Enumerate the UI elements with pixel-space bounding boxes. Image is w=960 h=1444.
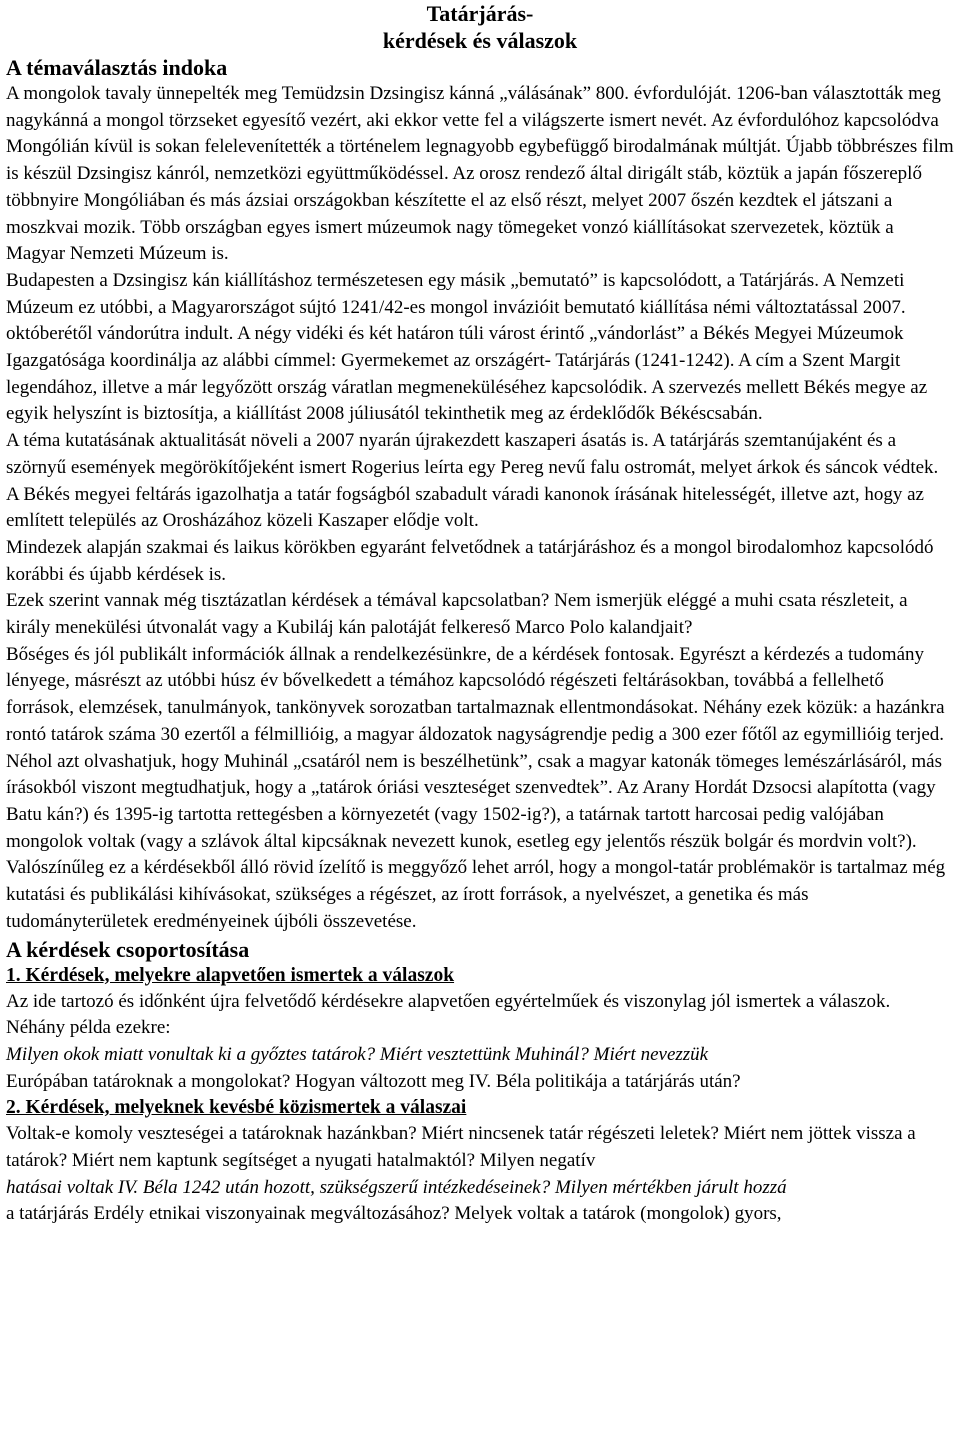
paragraph-6: Bőséges és jól publikált információk állnak a rendelkezésünkre, de a kérdések fontosak. Egyrészt a kérdezés a tudomány lényege, másrészt az utóbbi húsz év bővelkedett a témához kapcsolódó régészeti feltárásokban, továbbá a fellelhető források, elemzések, tanulmányok, tankönyvek sorozatban tartalmaznak ellentmondásokat. Néhány ezek közük: a hazánkra rontó tatárok száma 30 ezertől a félmillióig, a magyar áldozatok nagyságrendje pedig a 300 ezer főtől az egymillióig terjed. Néhol azt olvashatjuk, hogy Muhinál „csatáról nem is beszélhetünk”, csak a magyar katonák tömeges lemészárlásáról, más írásokból viszont megtudhatjuk, hogy a „tatárok óriási veszteséget szenvedtek”. Az Arany Hordát Dzsocsi alapította (vagy Batu kán?) és 1395-ig tartotta rettegésben a környezetét (vagy 1502-ig?), a tatárnak tartott harcosai pedig valójában mongolok voltak (vagy a szlávok által kipcsáknak nevezett kunok, esetleg egy jelentős részük bolgár és mordvin volt?). <box>6 643 945 852</box>
group-1-intro: Az ide tartozó és időnként újra felvetődő kérdésekre alapvetően egyértelműek és viszonylag jól ismertek a válaszok. Néhány példa ezekre: <box>6 990 891 1039</box>
paragraph-4: Mindezek alapján szakmai és laikus körökben egyaránt felvetődnek a tatárjáráshoz és a mongol birodalomhoz kapcsolódó korábbi és újabb kérdések is. <box>6 536 934 585</box>
paragraph-7: Valószínűleg ez a kérdésekből álló rövid ízelítő is meggyőző lehet arról, hogy a mongol-tatár problémakör is tartalmaz még kutatási és publikálási kihívásokat, szükséges a régészet, az írott források, a nyelvészet, a genetika és más tudományterületek eredményeinek újbóli összevetése. <box>6 857 946 932</box>
paragraph-1: A mongolok tavaly ünnepelték meg Temüdzsin Dzsingisz kánná „válásának” 800. évfordulóját. 1206-ban választották meg nagykánná a mongol törzseket egyesítő vezért, aki ekkor vette fel a világszerte ismert nevét. Az évfordulóhoz kapcsolódva Mongólián kívül is sokan felelevenítették a történelem legnagyobb egybefüggő birodalmának múltját. Újabb többrészes film is készül Dzsingisz kánról, nemzetközi együttműködéssel. Az orosz rendező által dirigált stáb, köztük a japán főszereplő többnyire Mongóliában és más ázsiai országokban készítette el az első részt, melyet 2007 őszén kezdtek el játszani a moszkvai mozik. Több országban egyes ismert múzeumok nagy tömegeket vonzó kiállításokat szervezetek, köztük a Magyar Nemzeti Múzeum is. <box>6 83 954 265</box>
document-title <box>6 0 954 54</box>
section-heading-grouping: A kérdések csoportosítása <box>6 936 250 962</box>
section-heading-topic-reason: A témaválasztás indoka <box>6 55 228 80</box>
document-page <box>6 0 954 1228</box>
paragraph-2: Budapesten a Dzsingisz kán kiállításhoz természetesen egy másik „bemutató” is kapcsolódott, a Tatárjárás. A Nemzeti Múzeum ez utóbbi, a Magyarországot sújtó 1241/42-es mongol invázióit bemutató kiállítása némi változtatással 2007. októberétől vándorútra indult. A négy vidéki és két határon túli várost érintő „vándorlást” a Békés Megyei Múzeumok Igazgatósága koordinálja az alábbi címmel: Gyermekemet az országért- Tatárjárás (1241-1242). A cím a Szent Margit legendához, illetve a már legyőzött ország váratlan megmeneküléséhez kapcsolódik. A szervezés mellett Békés megye az egyik helyszínt is biztosítja, a kiállítást 2008 júliusától tekinthetik meg az érdeklődők Békéscsabán. <box>6 269 928 425</box>
group-1-title: 1. Kérdések, melyekre alapvetően ismertek a válaszok <box>6 964 455 986</box>
title-line-2: kérdések és válaszok <box>382 28 578 53</box>
group-2-title: 2. Kérdések, melyeknek kevésbé közismertek a válaszai <box>6 1097 467 1119</box>
paragraph-3: A téma kutatásának aktualitását növeli a 2007 nyarán újrakezdett kaszaperi ásatás is. A tatárjárás szemtanújaként és a szörnyű események megörökítőjeként ismert Rogerius leírta egy Pereg nevű falu ostromát, melyet árkok és sáncok védtek. A Békés megyei feltárás igazolhatja a tatár fogságból szabadult váradi kanonok írásának hitelességét, illetve azt, hogy az említett település az Orosházához közeli Kaszaper elődje volt. <box>6 430 939 532</box>
group-1-questions-italic: Milyen okok miatt vonultak ki a győztes tatárok? Miért vesztettünk Muhinál? Miért nevezzük <box>6 1043 709 1065</box>
group-2-questions-italic: hatásai voltak IV. Béla 1242 után hozott, szükségszerű intézkedéseinek? Milyen mértékben járult hozzá <box>6 1176 787 1198</box>
group-2-questions: Voltak-e komoly veszteségei a tatároknak hazánkban? Miért nincsenek tatár régészeti leletek? Miért nem jöttek vissza a tatárok? Miért nem kaptunk segítséget a nyugati hatalmaktól? Milyen negatív <box>6 1123 916 1172</box>
paragraph-5: Ezek szerint vannak még tisztázatlan kérdések a témával kapcsolatban? Nem ismerjük eléggé a muhi csata részleteit, a király menekülési útvonalát vagy a Kubiláj kán palotáját felkereső Marco Polo kalandjait? <box>6 590 908 639</box>
group-1-questions: Európában tatároknak a mongolokat? Hogyan változott meg IV. Béla politikája a tatárjárás után? <box>6 1070 741 1092</box>
title-line-1: Tatárjárás- <box>426 1 534 26</box>
group-2-questions-tail: a tatárjárás Erdély etnikai viszonyainak megváltozásához? Melyek voltak a tatárok (mongolok) gyors, <box>6 1203 782 1225</box>
